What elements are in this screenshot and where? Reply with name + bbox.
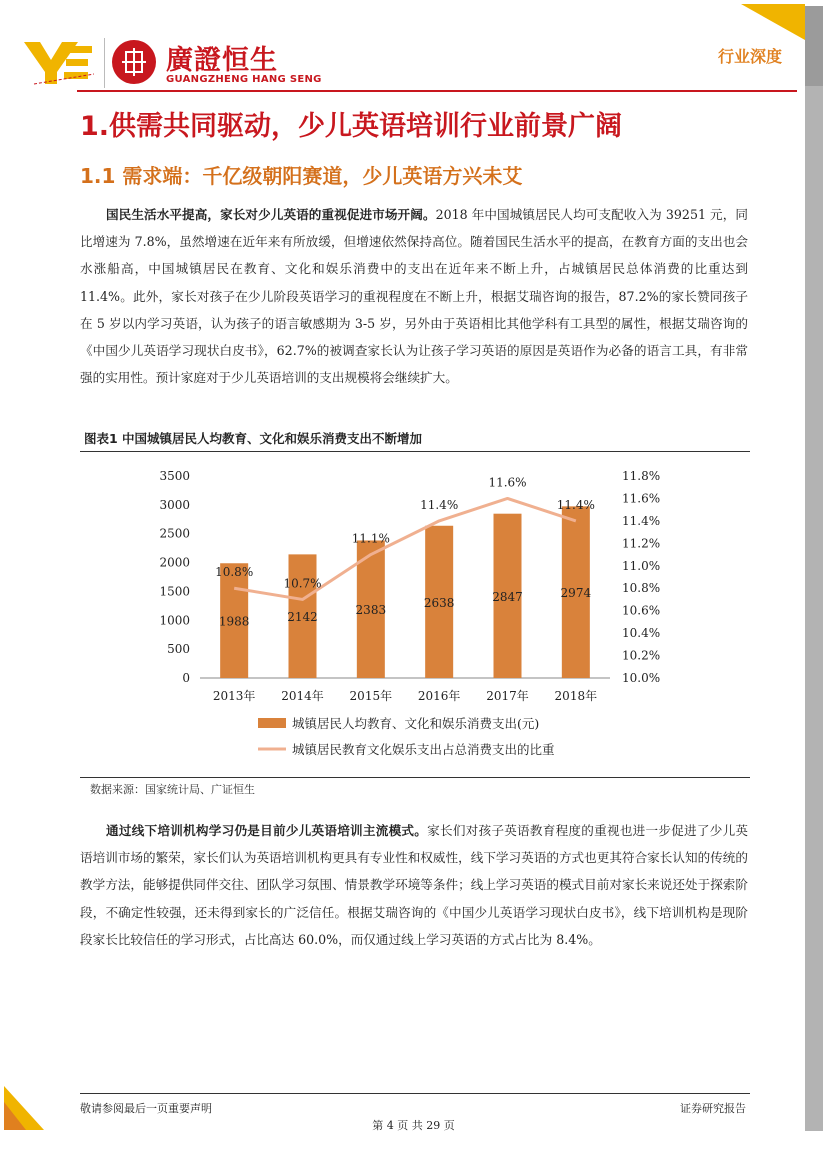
x-tick-label: 2013年 xyxy=(212,689,256,703)
x-tick-label: 2015年 xyxy=(349,689,393,703)
y-left-tick-label: 3000 xyxy=(159,497,190,512)
y-left-tick-label: 2500 xyxy=(159,526,190,541)
y-right-tick-label: 11.2% xyxy=(622,536,661,551)
y-right-tick-label: 11.0% xyxy=(622,558,661,573)
bar-value-label: 2847 xyxy=(492,589,523,604)
y-right-tick-label: 11.8% xyxy=(622,469,661,483)
y-right-tick-label: 10.2% xyxy=(622,648,661,663)
line-value-label: 11.6% xyxy=(488,475,527,490)
figure-rule-top xyxy=(80,451,750,452)
side-bar xyxy=(805,6,823,1131)
line-value-label: 10.8% xyxy=(215,565,254,580)
x-tick-label: 2014年 xyxy=(281,689,324,703)
line-value-label: 11.4% xyxy=(420,497,459,512)
bar-value-label: 2383 xyxy=(355,603,387,618)
brand-name-en: GUANGZHENG HANG SENG xyxy=(166,74,322,85)
side-bar-top xyxy=(805,6,823,86)
y-right-tick-label: 10.4% xyxy=(622,626,661,641)
line-value-label: 11.1% xyxy=(351,531,390,546)
page-number: 第 4 页 共 29 页 xyxy=(372,1119,455,1132)
report-type-tag: 行业深度 xyxy=(718,47,783,66)
line-value-label: 11.4% xyxy=(556,497,595,512)
y-left-tick-label: 500 xyxy=(167,642,190,657)
x-tick-label: 2017年 xyxy=(486,689,529,703)
figure-rule-bottom xyxy=(80,777,750,778)
y-right-tick-label: 11.4% xyxy=(622,513,661,528)
bar-value-label: 2142 xyxy=(287,610,318,625)
legend-swatch-bar xyxy=(258,718,286,728)
y-right-tick-label: 10.8% xyxy=(622,581,661,596)
figure-source: 数据来源：国家统计局、广证恒生 xyxy=(90,783,255,796)
section-heading: 1.供需共同驱动，少儿英语培训行业前景广阔 xyxy=(80,111,623,142)
logo-divider xyxy=(104,38,105,88)
paragraph-demand xyxy=(80,201,748,391)
brand-name-cn: 廣證恒生 xyxy=(166,45,278,76)
bar-value-label: 1988 xyxy=(218,614,250,629)
legend-label-line: 城镇居民教育文化娱乐支出占总消费支出的比重 xyxy=(292,742,555,757)
consumption-chart xyxy=(130,458,690,768)
y-right-tick-label: 10.0% xyxy=(622,671,661,685)
paragraph-lead: 国民生活水平提高，家长对少儿英语的重视促进市场开阔。 xyxy=(106,207,436,222)
y-right-tick-label: 10.6% xyxy=(622,603,661,618)
y-left-tick-label: 3500 xyxy=(159,469,190,483)
paragraph-lead: 通过线下培训机构学习仍是目前少儿英语培训主流模式。 xyxy=(106,823,428,838)
company-logo-icon xyxy=(24,40,94,86)
y-left-tick-label: 1000 xyxy=(159,613,190,628)
footer-rule xyxy=(80,1093,750,1094)
y-left-tick-label: 0 xyxy=(182,671,190,685)
header-rule xyxy=(77,90,797,92)
footer-report-type: 证券研究报告 xyxy=(680,1102,746,1115)
bar-value-label: 2638 xyxy=(423,595,455,610)
corner-triangle-decoration xyxy=(741,4,805,40)
paragraph-body: 2018 年中国城镇居民人均可支配收入为 39251 元，同比增速为 7.8%，虽然增速在近年来有所放缓，但增速依然保持高位。随着国民生活水平的提高，在教育方面的支出也会水涨船高，中国城镇居民在教育、文化和娱乐消费中的支出在近年来不断上升，占城镇居民总体消费的比重达到 11.4%。此外，家长对孩子在少儿阶段英语学习的重视程度在不断上升，根据艾瑞咨询的报告，87.2%的家长赞同孩子在 5 岁以内学习英语，认为孩子的语言敏感期为 3-5 岁，另外由于英语相比其他学科有工具型的属性，根据艾瑞咨询的《中国少儿英语学习现状白皮书》，62.7%的被调查家长认为让孩子学习英语的原因是英语作为必备的语言工具，有非常强的实用性。预计家庭对于少儿英语培训的支出规模将会继续扩大。 xyxy=(80,207,749,386)
x-tick-label: 2016年 xyxy=(417,689,461,703)
legend-label-bar: 城镇居民人均教育、文化和娱乐消费支出(元) xyxy=(292,716,540,731)
figure-title: 图表1 中国城镇居民人均教育、文化和娱乐消费支出不断增加 xyxy=(84,431,423,446)
y-right-tick-label: 11.6% xyxy=(622,491,661,506)
y-left-tick-label: 1500 xyxy=(159,584,190,599)
y-left-tick-label: 2000 xyxy=(159,555,190,570)
paragraph-body: 家长们对孩子英语教育程度的重视也进一步促进了少儿英语培训市场的繁荣，家长们认为英语培训机构更具有专业性和权威性，线下学习英语的方式也更其符合家长认知的传统的教学方法，能够提供同伴交往、团队学习氛围、情景教学环境等条件；线上学习英语的模式目前对家长来说还处于探索阶段，不确定性较强，还未得到家长的广泛信任。根据艾瑞咨询的《中国少儿英语学习现状白皮书》，线下培训机构是现阶段家长比较信任的学习形式，占比高达 60.0%，而仅通过线上学习英语的方式占比为 8.4%。 xyxy=(80,823,749,947)
line-value-label: 10.7% xyxy=(283,576,322,591)
footer-disclaimer: 敬请参阅最后一页重要声明 xyxy=(80,1102,212,1115)
brand-seal-icon xyxy=(112,40,156,84)
paragraph-offline xyxy=(80,817,748,953)
subsection-heading: 1.1 需求端：千亿级朝阳赛道，少儿英语方兴未艾 xyxy=(80,164,523,188)
x-tick-label: 2018年 xyxy=(554,689,598,703)
bar-value-label: 2974 xyxy=(560,586,592,601)
